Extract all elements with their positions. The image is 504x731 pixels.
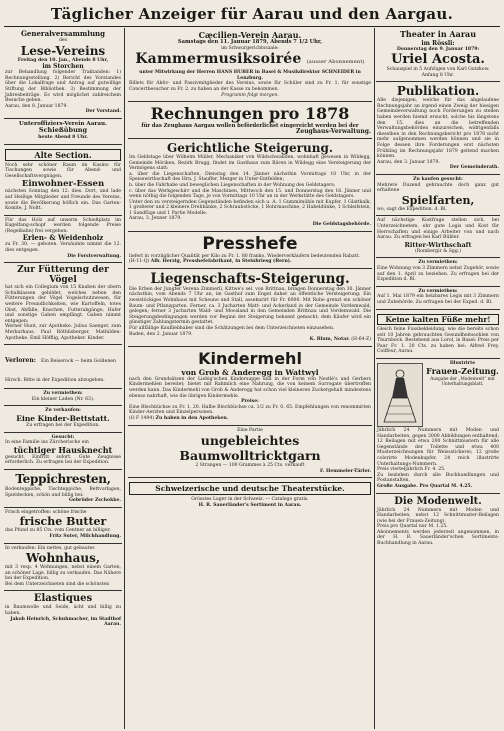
ad-footer-place: Aarau, den 8. Januar 1879. [5,103,68,109]
ad-title: Zu vermiethen: [43,391,83,397]
ad-signature: H. R. Sauerländer's Sortiment in Aarau. [198,502,302,508]
ad-prices: Eine Blechbüchse zu Fr. 1. 20. Halbe Blechbüchse ca. 1/2 zu Fr. 0. 65. Empfehlungen von renommirten Kinder-Aerzten und Einzelpersonen. [129,404,371,416]
ad-keine-kalten-fuesse [376,310,500,359]
ad-title: Alte Section. [5,149,121,161]
ad-intro: Eine Partie [237,427,263,433]
ad-text: Mehrere Duzend gebrauchte doch ganz gut erhaltene [377,182,499,194]
ad-heading: Erlen- & Weidenholz [22,233,104,243]
ad-title: Zu vermiethen: [418,260,458,266]
ad-kostgaenger [376,216,500,258]
ad-heading: Einwohner-Essen [21,179,105,190]
ad-list: Werner Hunt, zur Apotheke. Julius Saenger, zum Merkurhaus. Paul Röthlisberger, Mathilden-Apotheke. Emil Höfflig, Apotheker. Kinder. [5,324,121,341]
ad-intro: In verkaufen: Ein nettes, gut gebautes [5,545,95,551]
ad-frauen-zeitung [376,359,500,494]
ad-text: mit 3 resp. 4 Wohnungen, nebst einem Garten, an schöner Lage, billig zu verkaufen. Das Nähere bei der Expedition. [5,565,121,582]
ad-footer [129,416,371,422]
ad-text: zu Fr. 30. — geboten. Versäumte nimmt die 12. dies entgegen. [5,242,121,254]
ad-illus-title: Illustrirte [449,360,476,366]
ad-title: Cæcilien-Verein Aarau. [198,30,302,40]
ad-title: Zu vermiethen: [418,288,458,294]
ad-title: Gesucht: [51,434,75,440]
ad-text: Ein Reiserock — beim Goldenen Hirsch. Bitte in der Expedition abzugeben. [5,359,116,384]
ad-signature: F. Hemmeler-Tärler. [319,468,371,474]
ad-steigerung [128,139,372,232]
ad-body: Noch sehr schöner Raum im Kasino für Tischungen sowie für Abend- und Gesellschaftsvergnügen. [5,162,121,179]
ad-intro: Frisch eingetroffen: schöne frische [5,509,87,515]
ad-title: Unteroffiziers-Verein Aarau. [19,120,107,127]
ad-body: zur Behandlung folgender Traktanden: 1) Rechnungsstellung. 2) Bericht des Vorstandes über die Lokalfrage und Antrag auf gutwillige Stiftung der Bibliothek. 3) Bestimmung der Jahresbeiträge. Es wird möglichst zahlreichem Besuche geben. [5,70,121,104]
ad-publikation [376,82,500,175]
ad-title: Zur Fütterung der Vögel [17,265,109,286]
ad-heading: Frauen-Zeitung. [426,365,499,376]
ad-text: Auf nächstige Kostfrage stellen sich, bei Unterzeichnetem, ehr gute Logis und Kost für Herrschaften und einige Arbeiter von und nach Aarau. Zu erfragen bei Karl Bühler. [377,218,499,241]
ad-title: Verloren: [5,357,36,365]
ad-time: Anfang 8 Uhr. [421,72,455,78]
ad-verloren [4,345,122,389]
ad-text: 2 Strangen — 100 Grammes à 25 Cts. verkauft [195,463,305,469]
ad-text: nächsten Sonntag den 12. dies. Dort, und lade auf Heißige Mitglieder und Freunde des Vereins, sowie die Bevölkerung höflich ein. Das Garten-Komite, J. Noltt. [5,189,121,212]
column-right [376,28,500,729]
ad-heading [129,51,371,70]
ad-footer [129,259,371,265]
ad-heading: Publikation. [396,84,480,99]
ad-body: Gleich feine Fussbekleidung, wie die bereits schon seit 10 Jahren gebrauchten Gesundheitssohlen von Thurnbeck. Bestehend aus Lorol, in Basel: Preis per Paar Fr. 1. 20 Cts. zu haben bei: Alfred Frey, Coiffeur, Aarau. [377,327,499,355]
newspaper-page [4,2,500,729]
ad-place: im Storchen [42,63,84,71]
ad-title: Theater in Aarau [399,29,477,39]
ad-subtitle: Ausgabe der „Modenwelt“ mit Unterhaltungsblatt. [430,376,495,387]
ad-text: Grösstes Lager in der Schweiz. — Catalogo gratis. [191,497,309,503]
ad-item-b: b. über die Fahrhabe und beweglichen Liegenschaften in der Wohnung des Geldstagers; [129,182,336,188]
ad-subtitle: des [58,38,68,43]
ad-ausgabe: Große Ausgabe. Pro Quartal M. 4.25. [377,483,473,489]
ad-heading-note: (ausser Abonnement) [306,59,365,66]
ad-text: Jährlich 24 Nummern mit Moden und Handarbeiten, nebst 12 Schnittmuster-Beilagen (wie bei der Frauen-Zeitung). [377,507,499,524]
ad-firm: von Grob & Anderegg in Wattwyl [181,367,319,377]
ad-text: das Pfund zu 85 Cts. vom Centner an billiger. [5,528,111,534]
ad-date: Freitag den 10. Jan., Abends 8 Uhr, [17,57,109,63]
ad-heading: Eine Kinder-Bettstatt. [16,413,110,423]
ad-tickets: Billets für Aktiv- und Passivmitglieder des Vereins, sowie für Schüler sind zu Fr. 1, für sonstige Concertbesucher zu Fr. 2. zu haben an der Kasse zu bekommen. [129,81,371,92]
ad-signature: Die Geldstagsbehörde. [312,222,371,228]
ad-rechnungen [128,102,372,139]
ad-vermiethen-2 [376,287,500,310]
ad-text: Auf 1. Mai 1879 ein heizbares Logis mit 3 Zimmern und Zubehörde. Zu erfragen bei der Exped. d. Bl. [377,294,499,305]
ad-text: Ein kleiner Laden (Nr. 63). [31,396,95,402]
ad-presshefe [128,232,372,269]
ad-voegel [4,263,122,345]
ad-spielkarten [376,175,500,216]
ad-signature: Der Gemeinderath. [449,165,499,171]
ad-heading: Wohnhaus, [25,551,101,566]
ad-closing: Für allfällige Kaufliebhaber sind die Schätzungen bei dem Unterzeichneten einzusehen. [129,326,335,332]
ad-text2: gesucht. Eintritt sofort. Gute Zeugnisse erforderlich. Zu erfragen bei der Expedition. [5,454,121,466]
ad-text: Schauspiel in 5 Aufzügen von Karl Gutzkow. [386,67,490,73]
ad-heading: Gerichtliche Steigerung. [166,140,334,155]
ad-heading: Elastiques [33,593,93,605]
ad-butter [4,508,122,544]
ad-code: (O F 1494) [129,415,155,421]
ad-text: für das Zeughaus Aargau wollen beförderlichst eingereicht werden bei der [141,123,359,130]
ad-vermiethen-1 [376,258,500,286]
ad-alte-section [4,145,122,216]
fashion-figure-illustration [377,363,423,427]
ad-heading: Teppichresten, [15,471,111,486]
ad-signature: Alb. Herzig, Presshefefabrikant, in Steinbriesg (Bern). [150,259,292,265]
ad-text: Bodenteppiche, Tischteppiche, Bettvorlagen, Spieldecken, schön und billig bei: [5,486,121,498]
ad-body: hat sich ein Collegium von 15 Knaben der obern Schulklassen gebildet, welches neben den Fütterungen der Vögel Vogelschutzwesen, für weitere Freundlichkeiten, wie Kartoffeln, totes Obst, Abfälle, Knochen, Futterabgänge, Hafer und sonstige Gaben empfängt. Gaben nimmt entgegen: [5,285,121,324]
ad-title: Zu verkaufen: [45,408,81,414]
ad-item-c: c. über das Werkgeschirr und die Maschinen, Mittwoch den 15. und Donnerstag den 16. Jänner und wenn nöthig die folgenden Tage, je von Vormittags 10 Uhr an in der Werkstätte des Geldstagers. [129,188,371,200]
ad-wohnhaus [4,544,122,592]
ad-heading: Keine kalten Füße mehr! [377,314,499,326]
ad-teppiche [4,470,122,508]
ad-note: Abonnements werden jederzeit angenommen, in der H. R. Sauerländer'schen Sortiments-Buchhandlung in Aarau. [377,529,499,547]
ad-body: Alle diejenigen, welche für das abgelaufene Rechnungsjahr an irgend einen Zweig der hiesigen Gemeindeverwaltung noch Forderungen zu stellen haben werden hiemit ersucht, solche bis längstens den 15. dies an die betreffenden Verwaltungsbehörden einzureichen, widrigenfalls dieselben in den Rechnungsbericht pro 1878 nicht mehr aufgenommen werden können und sie in Folge dessen ihre Forderungen erst nächsten Frühling im Rechnungsjahr 1879 geltend machen können. [377,98,499,160]
ad-heading: Ritter-Wirthschaft [404,240,472,249]
ad-price: Preis vierteljährlich Fr. 4. 25. [377,467,446,473]
ad-intro: Für das Holz auf unserm Schießplatz im Kugelfang-schopf werden folgende Preise (Regelbahn) frei vergeben: [5,217,121,234]
ad-theater [376,28,500,82]
ad-signature: Gebrüder Zschokke. [68,498,121,504]
ad-body: heute Abend 8 Uhr. [38,134,88,140]
ad-place: Aarau, 3. Jenner 1879. [129,216,182,222]
ad-where: Zu haben in den Apotheken. [155,415,229,421]
ad-price-label: Preise: [241,399,259,405]
ad-mitwirkung: unter Mitwirkung der Herren HANS HUBER in Basel & Musikdirektor SCHNEIDER in Lenzburg. [139,70,361,81]
columns [4,28,500,729]
ad-intro: Zu kaufen gesucht: [413,177,463,182]
ad-unteroffiziers [4,119,122,145]
column-left [4,28,125,729]
ad-heading: Spielfarten, [401,193,475,207]
ad-price: Preis pro Quartal nur M. 1.25. [377,524,448,530]
ad-caecilien [128,28,372,102]
ad-text: Jährlich 24 Nummern mit Moden und Handarbeiten, gegen 2000 Abbildungen enthaltend; 12 Beilagen mit etwa 200 Schnittmustern für alle Gegenstände der Toilette und etwa 400 Musterzeichnungen für Weissstickerei; 12 große colorirte Modenkupfer, 24 reich illustrirte Unterhaltungs-Nummern. [377,427,499,467]
ad-code: (H-11-Q) [129,259,150,265]
ad-elastiques [4,591,122,630]
ad-place: Aarau, den 3. Januar 1879. [377,159,440,165]
ad-laden [4,389,122,406]
ad-liegenschaft [128,269,372,347]
ad-signature: K. Blum, Notar. [309,337,350,343]
ad-weidenholz [4,216,122,264]
masthead-title: Täglicher Anzeiger für Aarau und den Aargau. [4,2,500,27]
ad-programm: Programm folgt morgen. [221,92,279,98]
ad-heading: Die Modenwelt. [394,495,482,507]
ad-text: liefert in vorzüglicher Qualität per Kilo zu Fr. 1. 80 franko. Wiederverkäufern bedeutenden Rabatt. [129,253,360,259]
ad-signature: (Rombergir & Sgg.) [414,248,462,254]
ad-signature: Fritz Suter, Milchhandlung. [49,533,121,539]
ad-baumwolle [128,426,372,479]
ad-place: im Schwurgerichtssaale: [221,45,279,51]
ad-theaterstuecke [128,478,372,511]
ad-heading: tüchtiger Hausknecht [13,444,113,455]
ad-heading-year: 1878 [304,104,350,124]
ad-subtitle: im Rössli: [421,39,455,47]
ad-body: Die Erben der Jungfer Verena Zimmerli, Kittwe's sel. von Brittnau, bringen Donnerstag den 30. Jänner nächsthin, vom Abends 7 Uhr an, im Gasthof zum Engel daher an öffentliche Versteigerung: Ein zweistöckiges Wohnhaus mit Scheune und Stall, assekurirt für Fr. 6000. Mit Ruhe grenzt ein schöner Baum- und Pflanzgarten. Ferner, ca. 3 Jucharten Matt- und Ackerland in der Gemeinde Vordemwald, gelegen; ferner 3 Jucharten Wald- und Moosland in den Gemeinden Brittnau und Vordemwald. Die Steigerungsbedingungen werden vor Beginn der Steigerung bekannt gemacht; dem Käufer wird ein günstiger Zahlungstermin gestattet. [129,286,371,326]
ad-heading-text: Kammermusiksoirée [135,51,302,68]
ad-heading: Lese-Vereins [20,43,106,58]
ad-body: Im Geldstage über Wilhelm Müller, Mechaniker von Wildschwanden, wohnhaft gewesen in Wildegg, Gemeinde Möriken, Bezirk Brugg, findet im Gasthaus zum Bären in Wildegg eine Versteigerung der Vermögens statt: [129,154,371,172]
ad-text: In eine Familie ins Zürcherische ein [5,440,89,446]
ad-heading: Schießübung [38,126,88,135]
ad-text: in Baumwolle und Seide, ächt und billig zu haben. [5,605,121,617]
ad-signature: Zeughaus-Verwaltung. [296,128,371,136]
ad-gesucht [4,433,122,470]
column-middle [126,28,375,729]
ad-signature: Jakob Heinrich, Schuhmacher, im Stadthof Aarau. [10,616,121,628]
ad-title: Generalversammlung [20,29,106,38]
ad-note: Zu beziehen durch alle Buchhandlungen und Postanstalten. [377,472,499,484]
ad-text2: Bei dem Unterzeichneten sind die schönsten [5,581,110,587]
ad-footer [129,337,371,343]
ad-heading: Kindermehl [198,348,302,368]
ad-item-a: a. über die Liegenschaften, Dienstag den 14. Jänner nächsthin Vormittags 10 Uhr, in der Speisewirthschaft des Hrn. J. Stauffer, Mezger in Unter-Entfelden; [129,171,371,183]
ad-signature: Die Forstverwaltung. [67,253,121,259]
ad-heading: frische Butter [19,515,107,529]
ad-heading: Liegenschafts-Steigerung. [150,270,350,287]
ad-date: Donnerstag den 9. Januar 1879: [396,46,480,52]
ad-text: Eine Wohnung von 3 Zimmern nebst Zugehör, sowie auf den 1. April zu beziehen. Zu erfragen bei der Expedition d. Bl. [377,265,499,283]
ad-code: (H-64-Z) [351,337,371,343]
ad-date: Samstags den 11. Januar 1879, Abends 7 1/2 Uhr, [177,39,323,45]
ad-text2: wo, sagt die Expedition. d. Bl. [377,206,447,212]
ad-text: Zu erfragen bei der Expedition. [26,422,100,428]
ad-extra: Unter den zu versteigernden Gegenständen befinden sich u. A. 1 Gummimühle mit Kupfer, 1 Glattkalk, 1 großerer und 2 kleinere Drehbänke, 2 Schraubstöcke, 1 Bohrmaschine, 2 Habeldünke, 1 Schleifstein, 1 Sandfüge und 1 Partie Modelle. [129,199,371,216]
ad-signature: Der Vorstand. [85,109,121,115]
ad-kindermehl [128,347,372,426]
ad-place: Baden, den 2. Januar 1879. [129,331,193,337]
ad-modenwelt [376,494,500,550]
ad-kinder-bettstatt [4,406,122,432]
ad-heading: Uriel Acosta. [391,52,485,68]
ad-text: nach den Grundsätzen der Liebig'schen Kindersuppe und in der Form von Nestlé's und Gerbers Kindermehlen bereitet; bietet mit Rahmilch eine Nahrung, die von keinem Surrogate übertroffen werden kann. Das Kindermehl von Grob & Anderegg hat schon viel kleineren Zuckergehalt mindestens ebenso nahrhaft, wie die übrigen Kindermehle. [129,376,371,399]
ad-heading [129,104,371,123]
ad-heading: Presshefe [202,233,298,254]
ad-heading: ungebleichtes Baumwolltricktgarn [179,433,321,464]
ad-generalversammlung [4,28,122,119]
ad-heading: Schweizerische und deutsche Theaterstücke. [129,482,371,495]
ad-heading-text: Rechnungen pro [150,104,300,124]
